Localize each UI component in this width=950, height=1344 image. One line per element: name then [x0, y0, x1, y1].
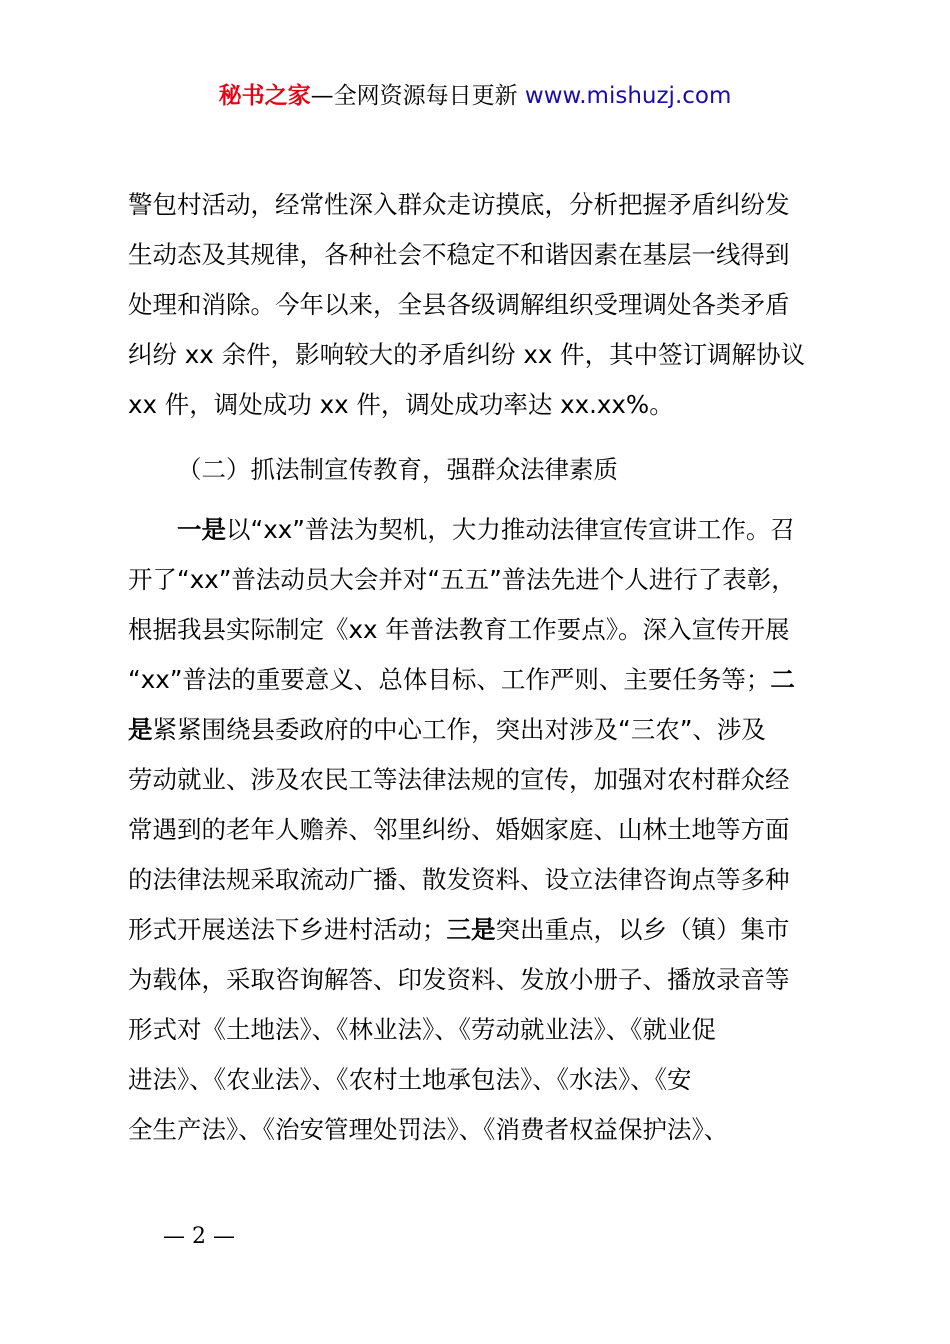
text-line: 为载体，采取咨询解答、印发资料、发放小册子、播放录音等: [128, 965, 790, 994]
text-line: 根据我县实际制定《xx 年普法教育工作要点》。深入宣传开展: [128, 615, 790, 644]
text-line: 开了“xx”普法动员大会并对“五五”普法先进个人进行了表彰，: [128, 565, 796, 594]
text-line: 形式对《土地法》、《林业法》、《劳动就业法》、《就业促: [128, 1015, 716, 1044]
text-line: 进法》、《农业法》、《农村土地承包法》、《水法》、《安: [128, 1065, 692, 1094]
text-run: 突出重点，以乡（镇）集市: [495, 915, 790, 944]
page-number: — 2 —: [163, 1224, 235, 1249]
bold-marker-second-b: 是: [128, 715, 153, 744]
text-line: [128, 505, 830, 555]
text-run: 以“xx”普法为契机，大力推动法律宣传宣讲工作。召: [226, 515, 795, 544]
text-line: 处理和消除。今年以来，全县各级调解组织受理调处各类矛盾: [128, 290, 790, 319]
section-subheading: （二）抓法制宣传教育，强群众法律素质: [177, 455, 618, 484]
text-run: “xx”普法的重要意义、总体目标、工作严则、主要任务等；: [128, 665, 771, 694]
text-line: 纠纷 xx 余件，影响较大的矛盾纠纷 xx 件，其中签订调解协议: [128, 340, 806, 369]
text-line: [128, 905, 830, 955]
page-header: [0, 80, 950, 112]
bold-marker-second-a: 二: [770, 665, 795, 694]
bold-marker-third: 三是: [446, 915, 496, 944]
text-line: 全生产法》、《治安管理处罚法》、《消费者权益保护法》、: [128, 1115, 729, 1144]
site-url-link[interactable]: www.mishuzj.com: [524, 83, 732, 109]
bold-marker-first: 一是: [177, 515, 226, 544]
text-line: 常遇到的老年人赡养、邻里纠纷、婚姻家庭、山林土地等方面: [128, 815, 790, 844]
text-line: [128, 655, 830, 705]
text-line: xx 件，调处成功 xx 件，调处成功率达 xx.xx%。: [128, 390, 674, 419]
paragraph-legal-education: [128, 505, 830, 1155]
text-line: 警包村活动，经常性深入群众走访摸底，分析把握矛盾纠纷发: [128, 190, 790, 219]
text-run: 形式开展送法下乡进村活动；: [128, 915, 447, 944]
paragraph-dispute-mediation: [128, 180, 830, 430]
text-line: 生动态及其规律，各种社会不稳定不和谐因素在基层一线得到: [128, 240, 790, 269]
text-line: [128, 705, 830, 755]
site-brand: 秘书之家: [218, 83, 311, 109]
site-slogan: —全网资源每日更新: [310, 83, 525, 109]
text-run: 紧紧围绕县委政府的中心工作，突出对涉及“三农”、涉及: [152, 715, 766, 744]
document-body: [128, 180, 830, 1155]
text-line: 劳动就业、涉及农民工等法律法规的宣传，加强对农村群众经: [128, 765, 790, 794]
text-line: 的法律法规采取流动广播、散发资料、设立法律咨询点等多种: [128, 865, 790, 894]
